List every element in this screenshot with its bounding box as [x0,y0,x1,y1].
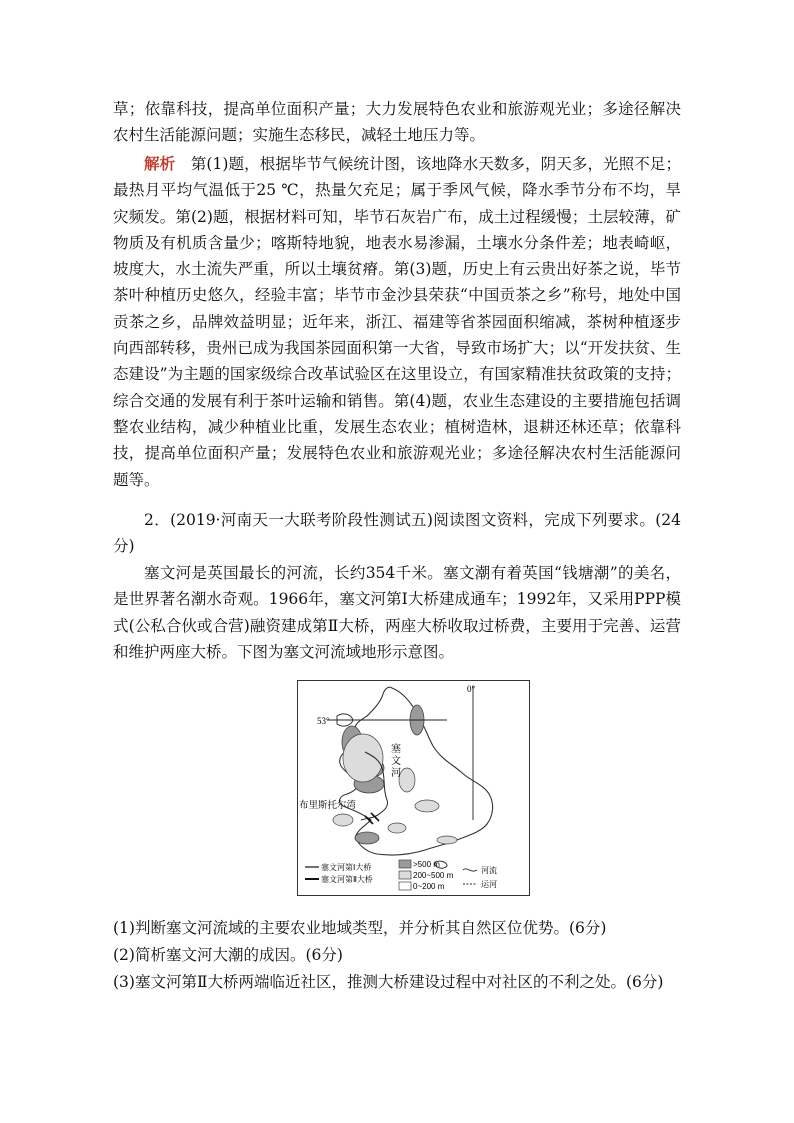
legend-high: >500 m [413,860,440,869]
severn-basin-map [297,680,530,896]
question-material: 塞文河是英国最长的河流，长约354千米。塞文潮有着英国“钱塘潮”的美名，是世界著名潮水奇观。1966年，塞文河第Ⅰ大桥建成通车；1992年，又采用PPP模式(公私合伙或合营)融资建成第Ⅱ大桥，两座大桥收取过桥费，主要用于完善、运营和维护两座大桥。下图为塞文河流域地形示意图。 [113,564,681,661]
legend-bridge-2: 塞文河第Ⅱ大桥 [321,875,373,884]
sub-question-3: (3)塞文河第Ⅱ大桥两端临近社区，推测大桥建设过程中对社区的不利之处。(6分) [113,973,664,991]
sub-question-2: (2)简析塞文河大潮的成因。(6分) [113,946,343,964]
legend-canal: 运河 [481,880,497,889]
bristol-channel-label: 布里斯托尔湾 [299,801,357,811]
legend-low: 0~200 m [413,882,445,891]
lat-label: 53° [317,716,330,726]
analysis-label: 解析 [144,154,176,173]
legend-bridge-1: 塞文河第Ⅰ大桥 [321,863,372,872]
lon-label: 0° [467,684,476,694]
analysis-paragraph [113,151,681,493]
answer-continuation: 草；依靠科技，提高单位面积产量；大力发展特色农业和旅游观光业；多途径解决农村生活能源问题；实施生态移民，减轻土地压力等。 [113,100,681,145]
legend-mid: 200~500 m [413,871,454,880]
severn-label-1: 塞 [391,744,401,755]
analysis-body: 第(1)题，根据毕节气候统计图，该地降水天数多，阴天多，光照不足；最热月平均气温低于25 ℃，热量欠充足；属于季风气候，降水季节分布不均，旱灾频发。第(2)题，根据材料可知，毕节石灰岩广布，成土过程缓慢；土层较薄，矿物质及有机质含量少；喀斯特地貌，地表水易渗漏，土壤水分条件差；地表崎岖，坡度大，水土流失严重，所以土壤贫瘠。第(3)题，历史上有云贵出好茶之说，毕节茶叶种植历史悠久，经验丰富；毕节市金沙县荣获“中国贡茶之乡”称号，地处中国贡茶之乡，品牌效益明显；近年来，浙江、福建等省茶园面积缩减，茶树种植逐步向西部转移，贵州已成为我国茶园面积第一大省，导致市场扩大；以“开发扶贫、生态建设”为主题的国家级综合改革试验区在这里设立，有国家精准扶贫政策的支持；综合交通的发展有利于茶叶运输和销售。第(4)题，农业生态建设的主要措施包括调整农业结构，减少种植业比重，发展生态农业；植树造林，退耕还林还草；依靠科技，提高单位面积产量；发展特色农业和旅游观光业；多途径解决农村生活能源问题等。 [113,155,681,489]
legend-river: 河流 [481,866,497,875]
sub-question-1: (1)判断塞文河流域的主要农业地域类型，并分析其自然区位优势。(6分) [113,919,607,937]
question-heading: 2．(2019·河南天一大联考阶段性测试五)阅读图文资料，完成下列要求。(24分) [113,511,681,556]
severn-label-2: 文 [391,756,401,767]
severn-label-3: 河 [391,768,401,779]
